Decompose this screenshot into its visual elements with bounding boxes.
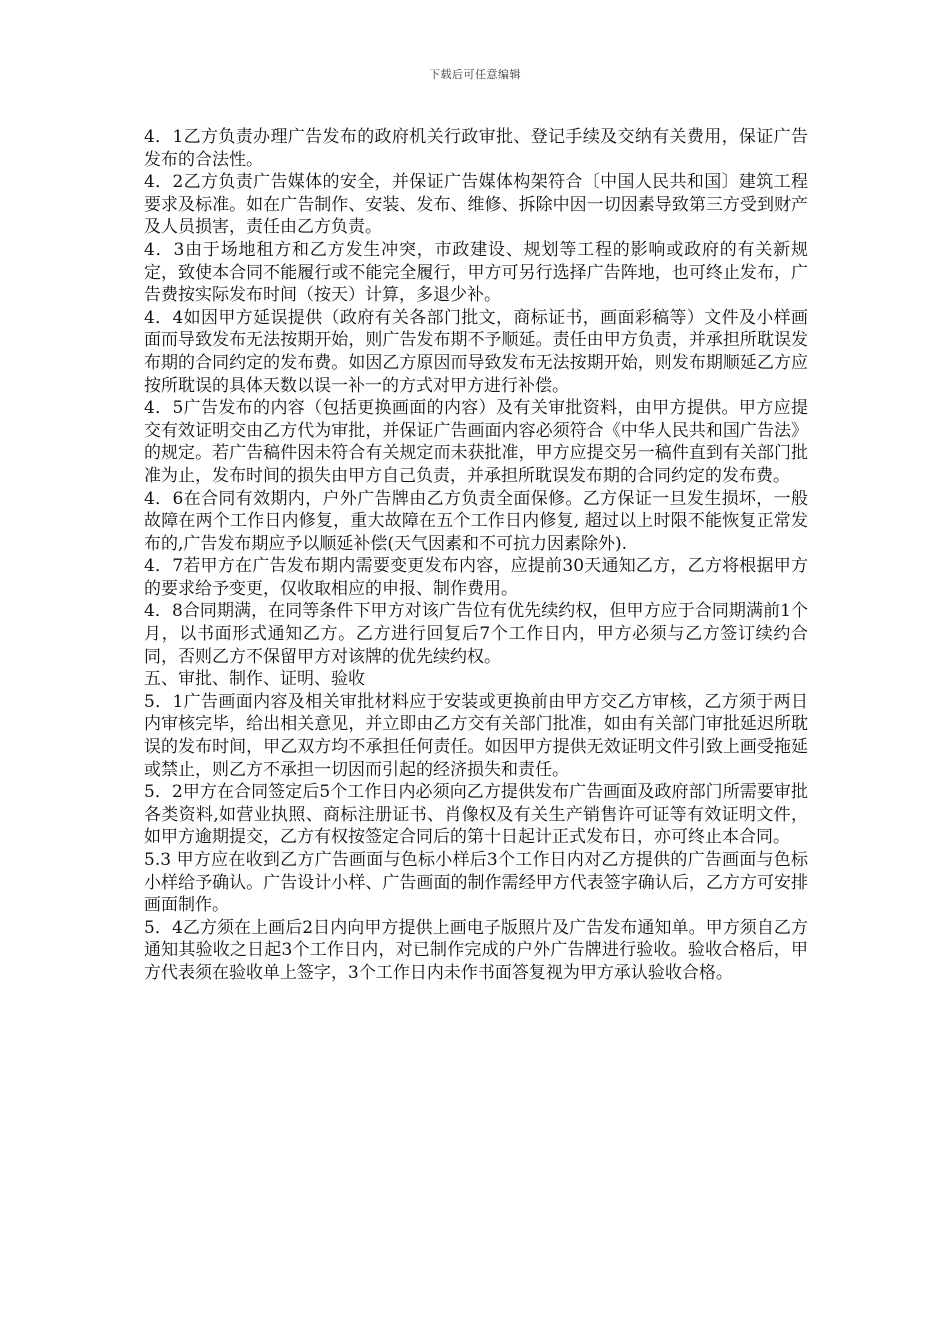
clause-4-7: 4．7若甲方在广告发布期内需要变更发布内容，应提前30天通知乙方，乙方将根据甲方的要求给予变更，仅收取相应的申报、制作费用。 [144, 556, 808, 599]
clause-5-2: 5．2甲方在合同签定后5个工作日内必须向乙方提供发布广告画面及政府部门所需要审批各类资料,如营业执照、商标注册证书、肖像权及有关生产销售许可证等有效证明文件，如甲方逾期提交，乙方有权按签定合同后的第十日起计正式发布日，亦可终止本合同。 [144, 782, 808, 848]
clause-5-1: 5．1广告画面内容及相关审批材料应于安装或更换前由甲方交乙方审核，乙方须于两日内审核完毕，给出相关意见，并立即由乙方交有关部门批准，如由有关部门审批延迟所耽误的发布时间，甲乙双方均不承担任何责任。如因甲方提供无效证明文件引致上画受拖延或禁止，则乙方不承担一切因而引起的经济损失和责任。 [144, 691, 808, 780]
clause-4-5: 4．5广告发布的内容（包括更换画面的内容）及有关审批资料，由甲方提供。甲方应提交有效证明交由乙方代为审批，并保证广告画面内容必须符合《中华人民共和国广告法》的规定。若广告稿件因未符合有关规定而未获批准，甲方应提交另一稿件直到有关部门批准为止，发布时间的损失由甲方自己负责，并承担所耽误发布期的合同约定的发布费。 [144, 398, 808, 486]
section-5-heading: 五、审批、制作、证明、验收 [144, 669, 365, 690]
document-body [144, 126, 808, 985]
clause-4-2: 4．2乙方负责广告媒体的安全，并保证广告媒体构架符合〔中国人民共和国〕建筑工程要求及标准。如在广告制作、安装、发布、维修、拆除中因一切因素导致第三方受到财产及人员损害，责任由乙方负责。 [144, 172, 808, 238]
header-note: 下载后可任意编辑 [429, 68, 521, 81]
clause-5-3: 5.3 甲方应在收到乙方广告画面与色标小样后3个工作日内对乙方提供的广告画面与色标小样给予确认。广告设计小样、广告画面的制作需经甲方代表签字确认后，乙方方可安排画面制作。 [144, 850, 808, 916]
clause-4-3: 4．3由于场地租方和乙方发生冲突，市政建设、规划等工程的影响或政府的有关新规定，致使本合同不能履行或不能完全履行，甲方可另行选择广告阵地，也可终止发布，广告费按实际发布时间（按天）计算，多退少补。 [144, 239, 808, 306]
clause-4-4: 4．4如因甲方延误提供（政府有关各部门批文，商标证书，画面彩稿等）文件及小样画面而导致发布无法按期开始，则广告发布期不予顺延。责任由甲方负责，并承担所耽误发布期的合同约定的发布费。如因乙方原因而导致发布无法按期开始，则发布期顺延乙方应按所耽误的具体天数以误一补一的方式对甲方进行补偿。 [144, 307, 808, 396]
clause-4-1: 4．1乙方负责办理广告发布的政府机关行政审批、登记手续及交纳有关费用，保证广告发布的合法性。 [144, 127, 808, 170]
clause-5-4: 5．4乙方须在上画后2日内向甲方提供上画电子版照片及广告发布通知单。甲方须自乙方通知其验收之日起3个工作日内，对已制作完成的户外广告牌进行验收。验收合格后，甲方代表须在验收单上签字，3个工作日内未作书面答复视为甲方承认验收合格。 [144, 917, 808, 983]
clause-4-6: 4．6在合同有效期内，户外广告牌由乙方负责全面保修。乙方保证一旦发生损坏，一般故障在两个工作日内修复，重大故障在五个工作日内修复, 超过以上时限不能恢复正常发布的,广告发布期应予以顺延补偿(天气因素和不可抗力因素除外). [144, 488, 808, 554]
clause-4-8: 4．8合同期满，在同等条件下甲方对该广告位有优先续约权，但甲方应于合同期满前1个月，以书面形式通知乙方。乙方进行回复后7个工作日内，甲方必须与乙方签订续约合同，否则乙方不保留甲方对该牌的优先续约权。 [144, 601, 808, 667]
